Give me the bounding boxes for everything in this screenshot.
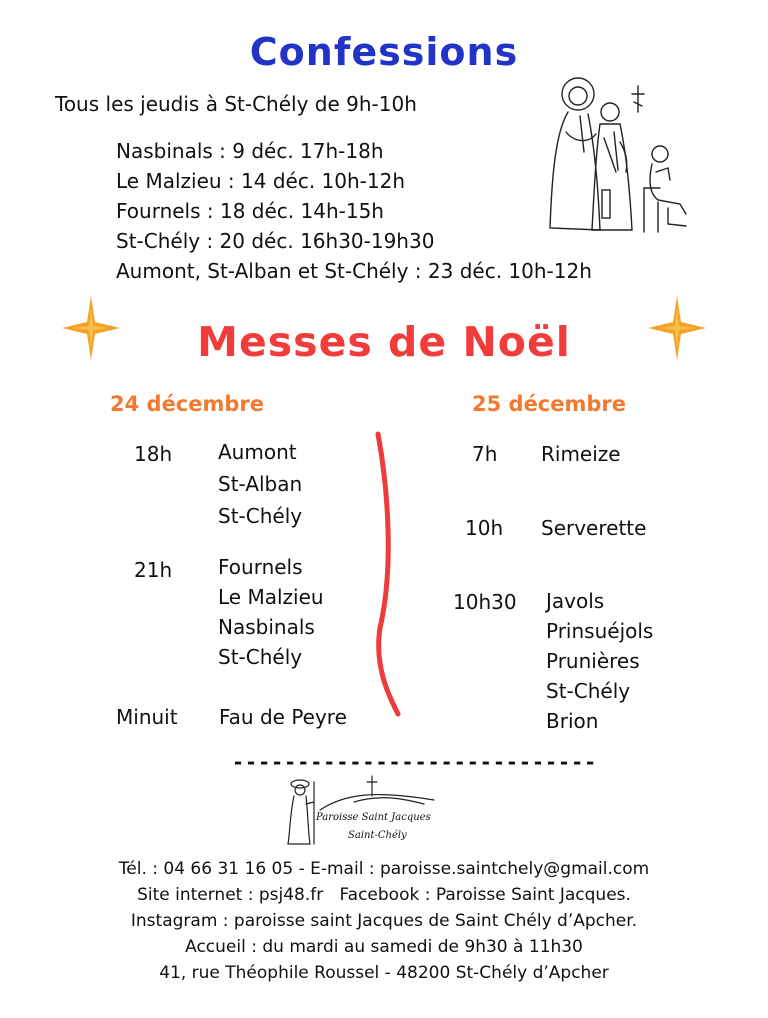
- mass-place: Prinsuéjols: [546, 619, 654, 643]
- footer-address: 41, rue Théophile Roussel - 48200 St-Chély d’Apcher: [159, 963, 609, 983]
- logo-caption-line1: Paroisse Saint Jacques: [316, 812, 431, 823]
- footer: [0, 856, 768, 986]
- mass-time: 21h: [134, 558, 173, 582]
- mass-places: [218, 437, 302, 531]
- mass-place: St-Chély: [218, 504, 303, 528]
- mass-place: St-Alban: [218, 472, 303, 496]
- dashed-separator: ----------------------------: [232, 750, 598, 774]
- mass-place: St-Chély: [218, 645, 303, 669]
- footer-web: Site internet : psj48.fr Facebook : Paroisse Saint Jacques.: [137, 885, 631, 905]
- day-label-25: 25 décembre: [472, 392, 627, 416]
- mass-time: Minuit: [116, 705, 178, 729]
- mass-place: Serverette: [541, 516, 647, 540]
- mass-time: 18h: [134, 442, 173, 466]
- cross-icon: [367, 776, 377, 796]
- confessions-title: Confessions: [249, 30, 519, 74]
- mass-place: Javols: [546, 589, 605, 613]
- mass-time: 10h: [465, 516, 504, 540]
- confession-item: Nasbinals : 9 déc. 17h-18h: [116, 139, 384, 163]
- footer-instagram: Instagram : paroisse saint Jacques de Saint Chély d’Apcher.: [130, 911, 638, 931]
- divider-line: [362, 428, 402, 718]
- mass-place: St-Chély: [546, 679, 631, 703]
- footer-contact: Tél. : 04 66 31 16 05 - E-mail : paroisse.saintchely@gmail.com: [118, 859, 650, 879]
- messes-title: Messes de Noël: [197, 318, 571, 366]
- confession-item: St-Chély : 20 déc. 16h30-19h30: [116, 229, 435, 253]
- mass-place: Fournels: [218, 555, 303, 579]
- mass-place: Prunières: [546, 649, 640, 673]
- mass-places: [218, 552, 324, 672]
- footer-accueil: Accueil : du mardi au samedi de 9h30 à 11h30: [185, 937, 583, 957]
- mass-place: Nasbinals: [218, 615, 315, 639]
- mass-time: 7h: [472, 442, 498, 466]
- saints-confession-illustration: [540, 72, 690, 238]
- mass-time: 10h30: [453, 590, 517, 614]
- mass-place: Le Malzieu: [218, 585, 324, 609]
- confession-item: Le Malzieu : 14 déc. 10h-12h: [116, 169, 405, 193]
- mass-place: Rimeize: [541, 442, 621, 466]
- confession-item: Aumont, St-Alban et St-Chély : 23 déc. 10h-12h: [116, 259, 592, 283]
- day-label-24: 24 décembre: [110, 392, 265, 416]
- mass-places: [546, 586, 653, 736]
- mass-place: Aumont: [218, 440, 297, 464]
- mass-place: Brion: [546, 709, 599, 733]
- confession-item: Fournels : 18 déc. 14h-15h: [116, 199, 384, 223]
- weekly-confession-text: Tous les jeudis à St-Chély de 9h-10h: [55, 92, 417, 116]
- confession-list: [116, 136, 592, 286]
- mass-place: Fau de Peyre: [219, 705, 347, 729]
- logo-caption-line2: Saint-Chély: [348, 830, 407, 841]
